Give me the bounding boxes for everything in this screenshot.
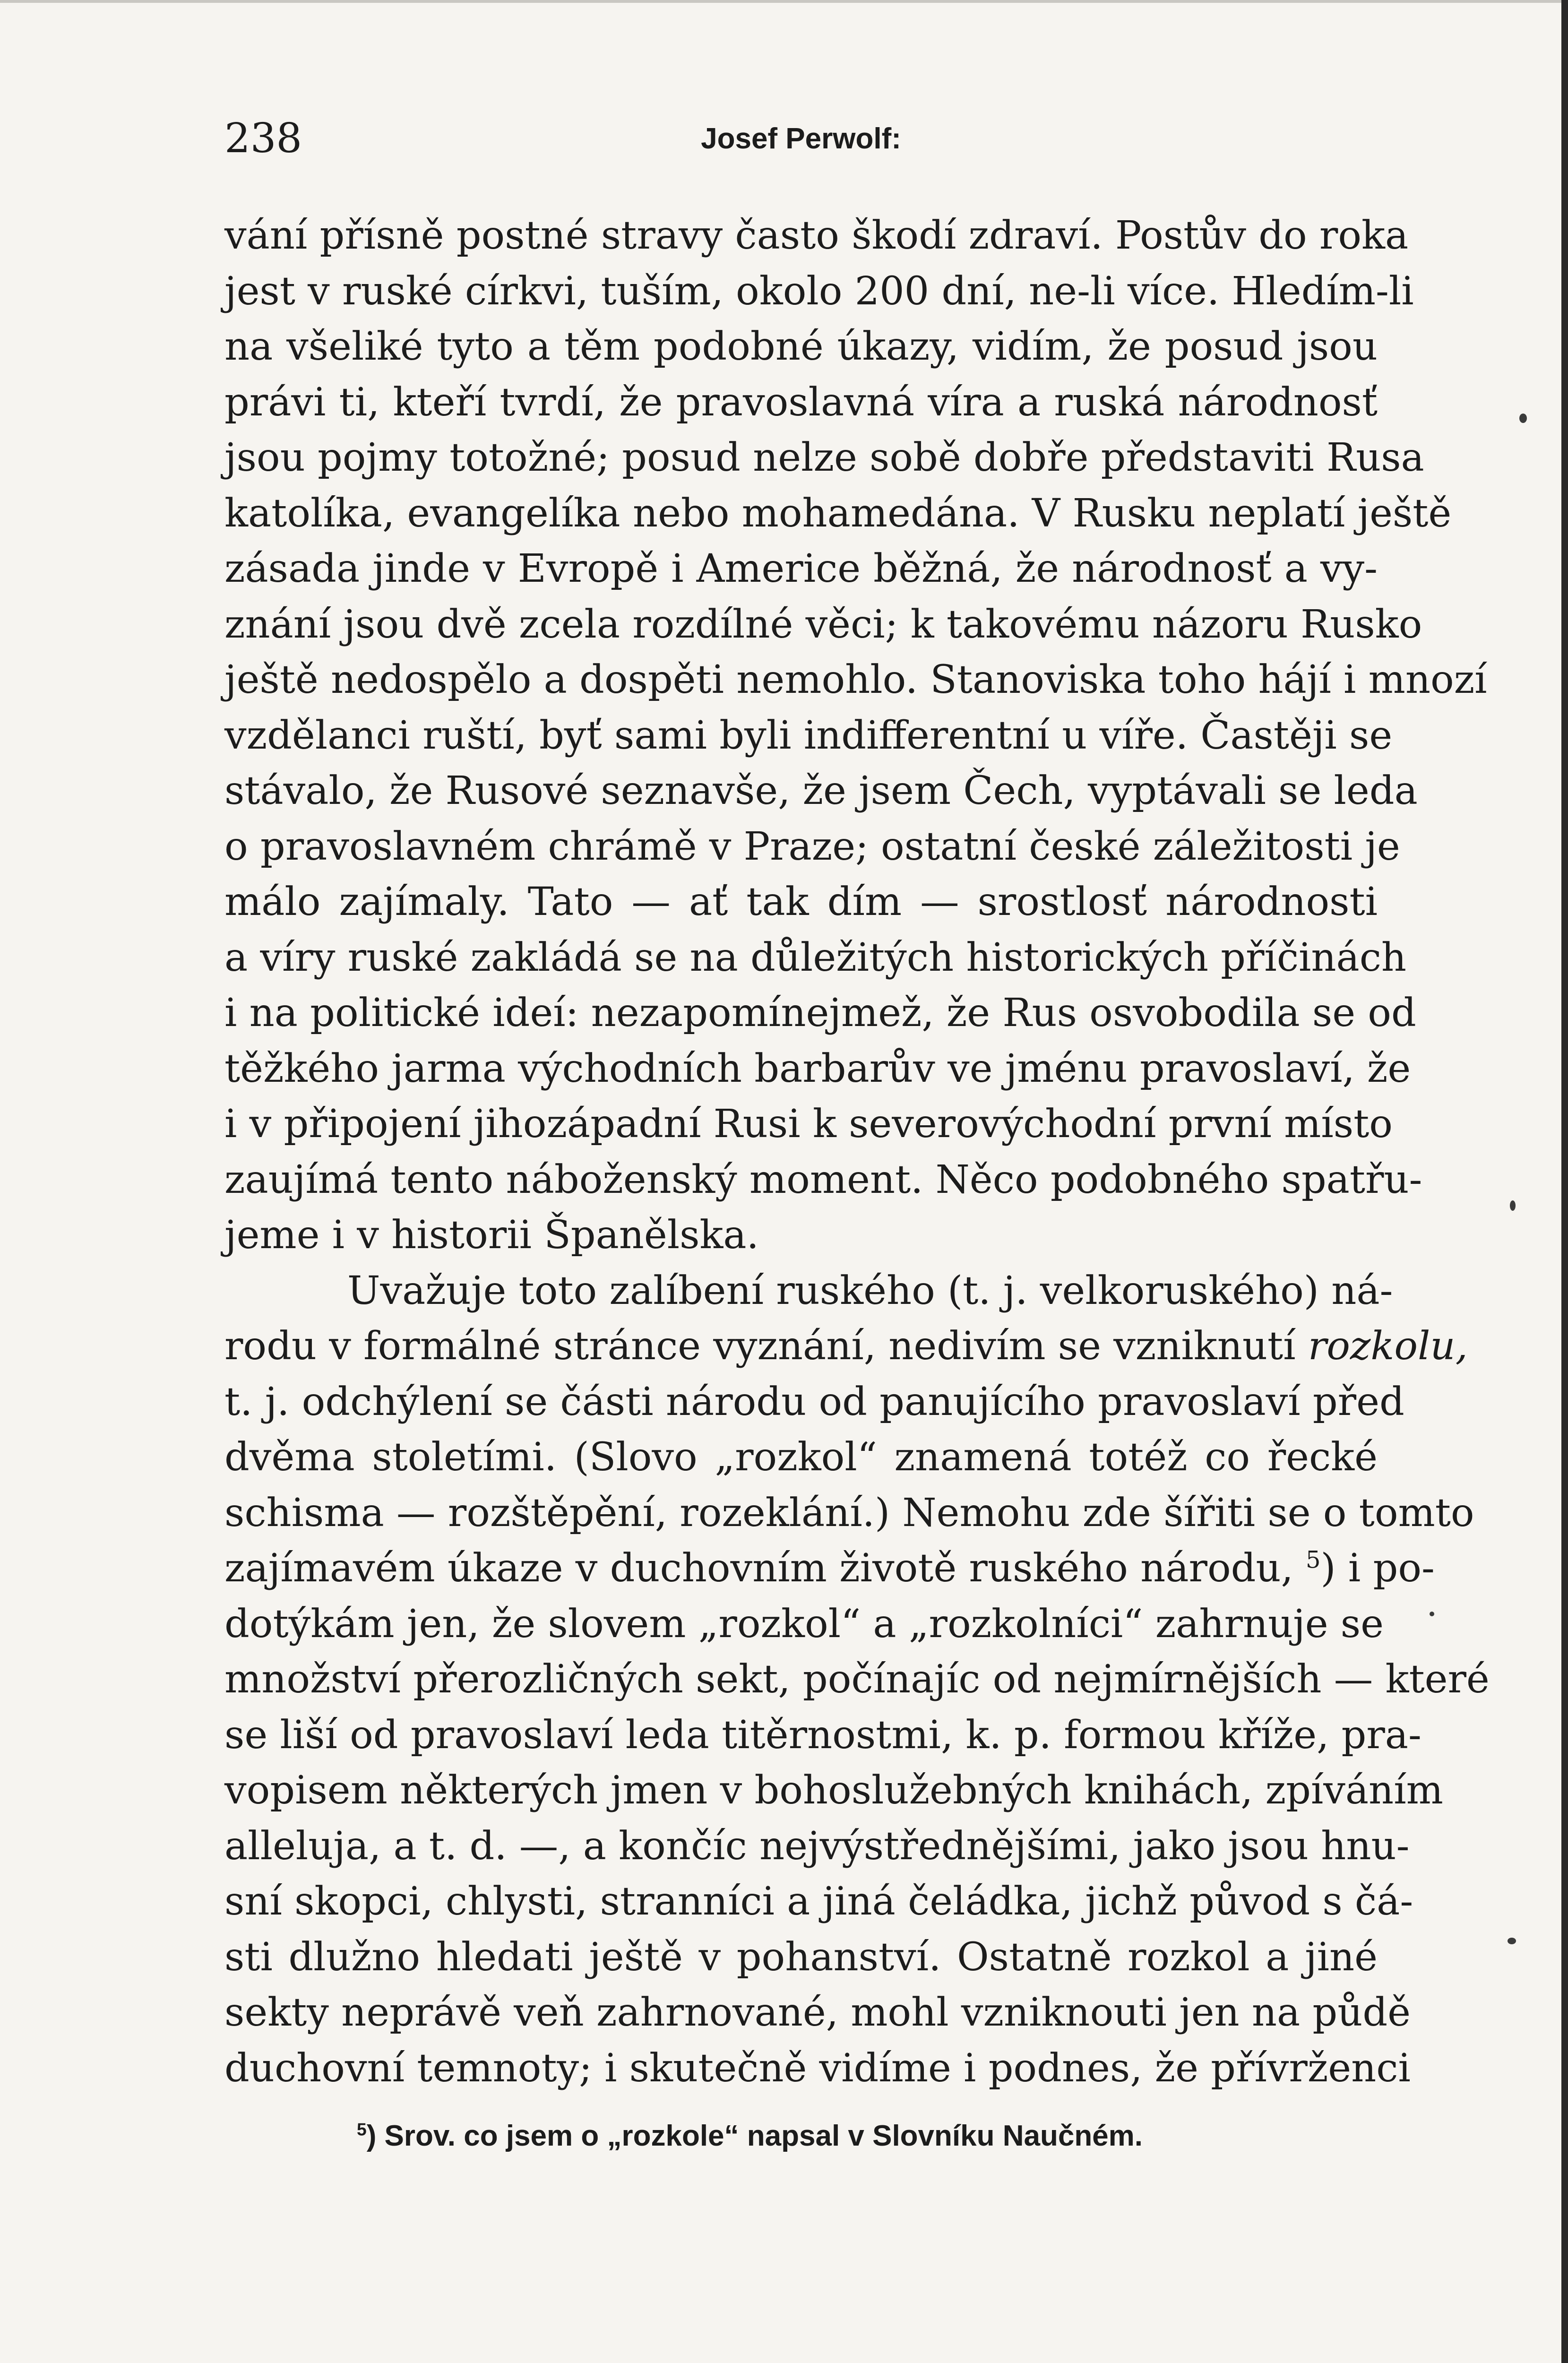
text-line: duchovní temnoty; i skutečně vidíme i podnes, že přívrženci: [224, 2045, 1411, 2091]
text-line: sní skopci, chlysti, stranníci a jiná čeládka, jichž původ s čá-: [224, 1879, 1413, 1924]
text-line: dvěma stoletími. (Slovo „rozkol“ znamená totéž co řecké: [224, 1434, 1378, 1480]
text-line: katolíka, evangelíka nebo mohamedána. V Rusku neplatí ještě: [224, 490, 1452, 536]
body-text: [224, 208, 1490, 2096]
text-line: [224, 1541, 1435, 1596]
text-line: [224, 1319, 1468, 1374]
page-header: [224, 112, 1378, 164]
text-line: i v připojení jihozápadní Rusi k severovýchodní první místo: [224, 1101, 1393, 1147]
footnote-text: ) Srov. co jsem o „rozkole“ napsal v Slovníku Naučném.: [366, 2120, 1143, 2152]
text-line: dotýkám jen, že slovem „rozkol“ a „rozkolníci“ zahrnuje se: [224, 1601, 1384, 1647]
footnote: [224, 2110, 1378, 2162]
scan-speck: [1519, 414, 1527, 423]
text-line: Uvažuje toto zalíbení ruského (t. j. velkoruského) ná-: [347, 1268, 1393, 1313]
text-line: na všeliké tyto a těm podobné úkazy, vidím, že posud jsou: [224, 324, 1378, 369]
text-line: množství přerozličných sekt, počínajíc od nejmírnějších — které: [224, 1656, 1490, 1702]
footnote-marker: 5: [357, 2119, 367, 2139]
text-line: sti dlužno hledati ještě v pohanství. Ostatně rozkol a jiné: [224, 1934, 1378, 1980]
text-line: o pravoslavném chrámě v Praze; ostatní české záležitosti je: [224, 823, 1400, 869]
text-line: vání přísně postné stravy často škodí zdraví. Postův do roka: [224, 213, 1409, 258]
text-line: právi ti, kteří tvrdí, že pravoslavná víra a ruská národnosť: [224, 379, 1378, 425]
scan-speck: [1508, 1938, 1516, 1944]
scan-right-edge: [1561, 0, 1568, 2363]
text-line: i na politické ideí: nezapomínejmež, že Rus osvobodila se od: [224, 990, 1416, 1035]
text-line: znání jsou dvě zcela rozdílné věci; k takovému názoru Rusko: [224, 601, 1422, 647]
text-segment: rodu v formálné stránce vyznání, nedivím se vzniknutí: [224, 1323, 1296, 1369]
scan-speck: [1430, 1612, 1434, 1616]
text-line: jeme i v historii Španělska.: [224, 1212, 759, 1258]
text-line: vzdělanci ruští, byť sami byli indifferentní u víře. Častěji se: [224, 712, 1393, 758]
running-title: Josef Perwolf:: [701, 122, 901, 155]
text-line: stávalo, že Rusové seznavše, že jsem Čech, vyptávali se leda: [224, 768, 1418, 813]
text-line: těžkého jarma východních barbarův ve jménu pravoslaví, že: [224, 1045, 1411, 1091]
footnote-line: [224, 2110, 1378, 2162]
text-line: sekty neprávě veň zahrnované, mohl vzniknouti jen na půdě: [224, 1990, 1411, 2035]
scan-speck: [1510, 1200, 1516, 1211]
italic-term: rozkolu,: [1308, 1323, 1468, 1369]
text-line: zásada jinde v Evropě i Americe běžná, že národnosť a vy-: [224, 546, 1378, 591]
text-line: schisma — rozštěpění, rozeklání.) Nemohu zde šířiti se o tomto: [224, 1490, 1474, 1535]
text-line: a víry ruské zakládá se na důležitých historických příčinách: [224, 934, 1407, 980]
text-line: se liší od pravoslaví leda titěrnostmi, k. p. formou kříže, pra-: [224, 1712, 1422, 1758]
text-line: jsou pojmy totožné; posud nelze sobě dobře představiti Rusa: [224, 435, 1424, 480]
text-line: vopisem některých jmen v bohoslužebných knihách, zpíváním: [224, 1768, 1443, 1813]
text-line: ještě nedospělo a dospěti nemohlo. Stanoviska toho hájí i mnozí: [224, 657, 1487, 702]
footnote-ref-number: 5: [1306, 1546, 1321, 1574]
text-line: málo zajímaly. Tato — ať tak dím — srostlosť národnosti: [224, 879, 1378, 924]
text-line: zaujímá tento náboženský moment. Něco podobného spatřu-: [224, 1156, 1422, 1202]
text-line: jest v ruské církvi, tuším, okolo 200 dní, ne-li více. Hledím-li: [224, 268, 1414, 314]
footnote-reference[interactable]: [1306, 1545, 1435, 1591]
text-segment: zajímavém úkaze v duchovním životě ruského národu,: [224, 1545, 1293, 1591]
page-number: 238: [224, 115, 302, 162]
scan-top-edge: [0, 0, 1568, 3]
text-line: alleluja, a t. d. —, a končíc nejvýstřednějšími, jako jsou hnu-: [224, 1823, 1410, 1869]
text-segment: ) i po-: [1320, 1545, 1435, 1591]
text-line: t. j. odchýlení se části národu od panujícího pravoslaví před: [224, 1379, 1404, 1424]
